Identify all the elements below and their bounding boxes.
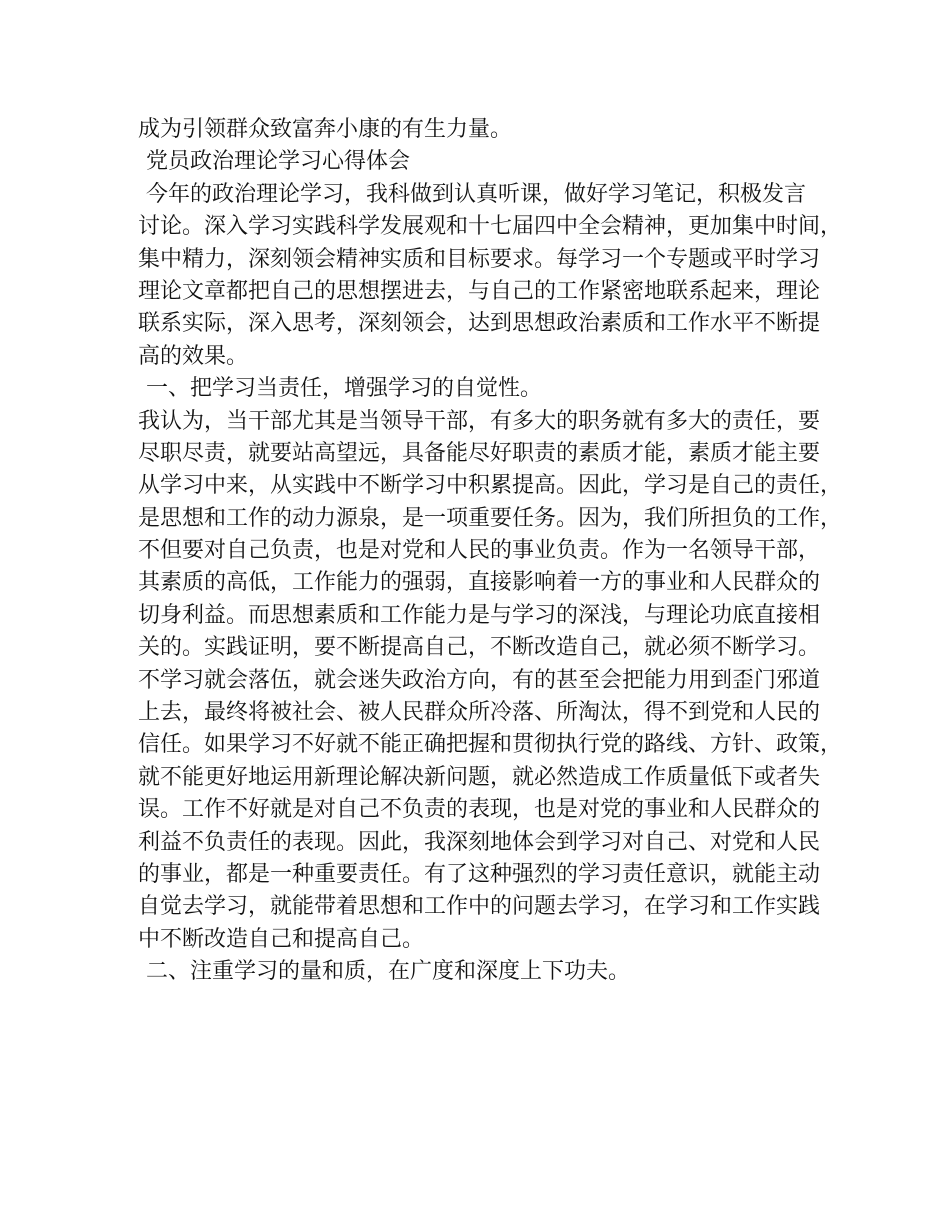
- text-line: 利益不负责任的表现。因此，我深刻地体会到学习对自己、对党和人民: [138, 829, 821, 855]
- text-line: 联系实际，深入思考，深刻领会，达到思想政治素质和工作水平不断提: [138, 311, 821, 337]
- text-line: 是思想和工作的动力源泉，是一项重要任务。因为，我们所担负的工作，: [138, 505, 843, 531]
- text-line: 中不断改造自己和提高自己。: [138, 926, 425, 952]
- text-line: 信任。如果学习不好就不能正确把握和贯彻执行党的路线、方针、政策，: [138, 732, 843, 758]
- text-line: 今年的政治理论学习，我科做到认真听课，做好学习笔记，积极发言: [146, 181, 807, 207]
- text-line: 集中精力，深刻领会精神实质和目标要求。每学习一个专题或平时学习: [138, 246, 821, 272]
- text-line: 不但要对自己负责，也是对党和人民的事业负责。作为一名领导干部，: [138, 538, 821, 564]
- text-line: 其素质的高低，工作能力的强弱，直接影响着一方的事业和人民群众的: [138, 570, 821, 596]
- text-line: 误。工作不好就是对自己不负责的表现，也是对党的事业和人民群众的: [138, 797, 821, 823]
- text-line: 的事业，都是一种重要责任。有了这种强烈的学习责任意识，就能主动: [138, 861, 821, 887]
- text-line: 就不能更好地运用新理论解决新问题，就必然造成工作质量低下或者失: [138, 764, 821, 790]
- text-line: 高的效果。: [138, 343, 249, 369]
- text-line: 讨论。深入学习实践科学发展观和十七届四中全会精神，更加集中时间，: [138, 214, 843, 240]
- text-line: 关的。实践证明，要不断提高自己，不断改造自己，就必须不断学习。: [138, 635, 821, 661]
- section-heading: 二、注重学习的量和质，在广度和深度上下功夫。: [146, 959, 631, 985]
- text-line: 成为引领群众致富奔小康的有生力量。: [138, 117, 513, 142]
- document-body: [138, 114, 843, 989]
- text-line: 尽职尽责，就要站高望远，具备能尽好职责的素质才能，素质才能主要: [138, 440, 821, 466]
- text-line: 我认为，当干部尤其是当领导干部，有多大的职务就有多大的责任，要: [138, 408, 821, 434]
- document-title: 党员政治理论学习心得体会: [146, 149, 411, 175]
- text-line: 自觉去学习，就能带着思想和工作中的问题去学习，在学习和工作实践: [138, 894, 821, 920]
- text-line: 从学习中来，从实践中不断学习中积累提高。因此，学习是自己的责任，: [138, 473, 843, 499]
- text-line: 不学习就会落伍，就会迷失政治方向，有的甚至会把能力用到歪门邪道: [138, 667, 821, 693]
- text-line: 上去，最终将被社会、被人民群众所冷落、所淘汰，得不到党和人民的: [138, 700, 821, 726]
- text-line: 理论文章都把自己的思想摆进去，与自己的工作紧密地联系起来，理论: [138, 278, 821, 304]
- section-heading: 一、把学习当责任，增强学习的自觉性。: [146, 376, 543, 402]
- text-line: 切身利益。而思想素质和工作能力是与学习的深浅，与理论功底直接相: [138, 602, 821, 628]
